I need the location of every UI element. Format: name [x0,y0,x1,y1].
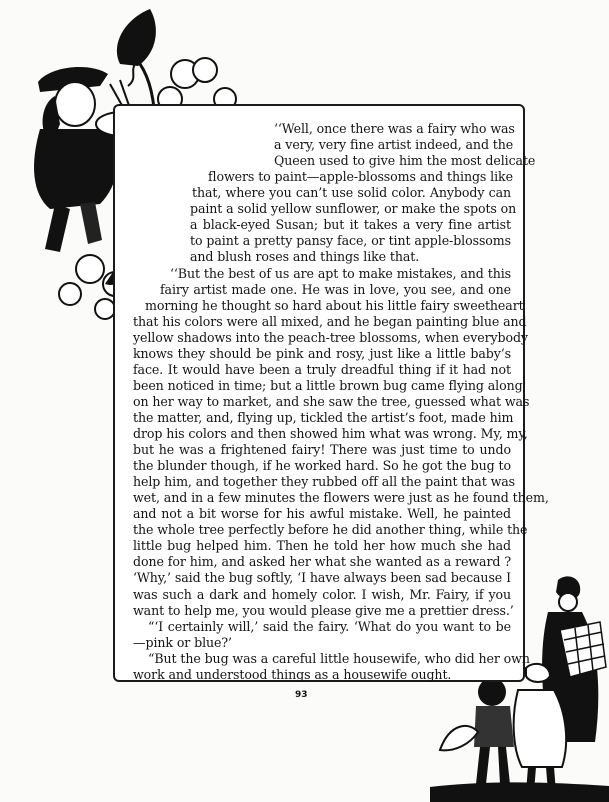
text-line: knows they should be pink and rosy, just like a little baby’s [133,345,511,361]
text-line: and blush roses and things like that. [190,249,420,265]
text-line: a very, very fine artist indeed, and the [274,137,514,153]
text-line: work and understood things as a housewife ought. [133,666,452,682]
text-line: wet, and in a few minutes the flowers were just as he found them, [133,490,549,506]
text-line: a black-eyed Susan; but it takes a very fine artist [190,217,511,233]
text-line: “‘I certainly will,’ said the fairy. ‘What do you want to be [148,618,511,634]
text-line: was such a dark and homely color. I wish, Mr. Fairy, if you [133,586,511,602]
text-line: fairy artist made one. He was in love, you see, and one [160,281,511,297]
text-line: the whole tree perfectly before he did another thing, while the [133,522,528,538]
text-line: flowers to paint—apple-blossoms and things like [208,169,513,185]
text-line: Queen used to give him the most delicate [274,153,536,169]
text-line: “But the bug was a careful little housewife, who did her own [148,650,530,666]
text-line: want to help me, you would please give me a prettier dress.’ [133,602,514,618]
text-line: —pink or blue?’ [133,634,232,650]
text-line: been noticed in time; but a little brown bug came flying along [133,377,523,393]
text-line: that his colors were all mixed, and he began painting blue and [133,313,527,329]
text-line: paint a solid yellow sunflower, or make the spots on [190,201,517,217]
text-line: drop his colors and then showed him what was wrong. My, my, [133,425,528,441]
text-line: ‘‘But the best of us are apt to make mistakes, and this [170,265,511,281]
text-line: done for him, and asked her what she wanted as a reward ? [133,554,511,570]
text-line: little bug helped him. Then he told her how much she had [133,538,511,554]
text-line: ‘Why,’ said the bug softly, ‘I have always been sad because I [133,570,511,586]
text-line: morning he thought so hard about his little fairy sweetheart [145,297,524,313]
text-line: ‘‘Well, once there was a fairy who was [274,121,515,136]
text-line: on her way to market, and she saw the tree, guessed what was [133,393,530,409]
page-number: 93 [295,690,308,700]
text-line: the blunder though, if he worked hard. So he got the bug to [133,458,511,474]
text-line: face. It would have been a truly dreadful thing if it had not [133,361,511,377]
text-line: yellow shadows into the peach-tree blossoms, when everybody [133,329,528,345]
text-line: that, where you can’t use solid color. Anybody can [192,185,511,201]
text-line: but he was a frightened fairy! There was just time to undo [133,442,511,457]
text-line: and not a bit worse for his awful mistake. Well, he painted [133,506,511,522]
text-line: to paint a pretty pansy face, or tint apple-blossoms [190,233,511,249]
text-line: help him, and together they rubbed off all the paint that was [133,474,516,490]
text-line: the matter, and, flying up, tickled the artist’s foot, made him [133,409,514,425]
